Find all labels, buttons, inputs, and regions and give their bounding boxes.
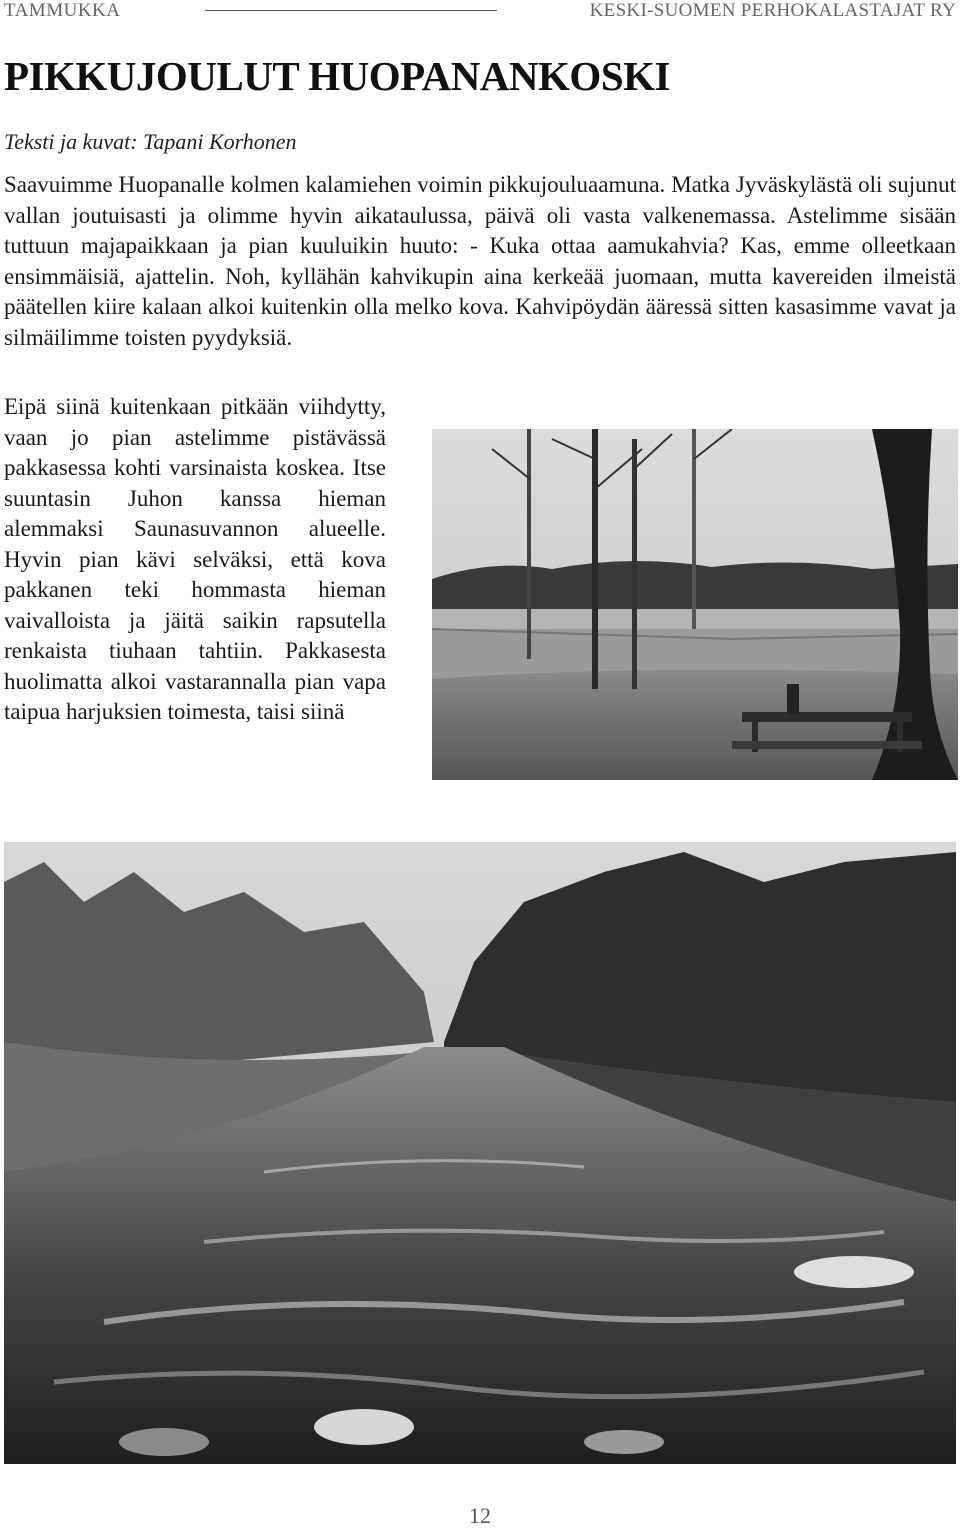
lakeside-photo xyxy=(432,429,958,780)
article-byline: Teksti ja kuvat: Tapani Korhonen xyxy=(4,129,297,154)
header-organization-name: KESKI-SUOMEN PERHOKALASTAJAT RY xyxy=(589,0,956,21)
article-paragraph-2: Eipä siinä kuitenkaan pitkään viihdytty, vaan jo pian astelimme pistävässä pakkasessa kohti varsinaista koskea. Itse suuntasin Juhon kanssa hieman alemmaksi Saunasuvannon alueelle. Hyvin pian kävi selväksi, että kova pakkanen teki hommasta hieman vaivalloista ja jäitä saikin rapsutella renkaista tiuhaan tahtiin. Pakkasesta huolimatta alkoi vastarannalla pian vapa taipua harjuksien toimesta, taisi siinä xyxy=(4,394,386,724)
header-rule xyxy=(205,10,497,11)
header-publication-name: TAMMUKKA xyxy=(4,0,121,21)
river-rapids-photo xyxy=(4,842,956,1464)
article-title: PIKKUJOULUT HUOPANANKOSKI xyxy=(4,53,670,99)
page-number: 12 xyxy=(469,1503,491,1528)
article-paragraph-1: Saavuimme Huopanalle kolmen kalamiehen voimin pikkujouluaamuna. Matka Jyväskylästä oli sujunut vallan joutuisasti ja olimme hyvin aikataulussa, päivä oli vasta valkenemassa. Astelimme sisään tuttuun majapaikkaan ja pian kuuluikin huuto: - Kuka ottaa aamukahvia? Kas, emme olleetkaan ensimmäisiä, ajattelin. Noh, kyllähän kahvikupin aina kerkeää juomaan, mutta kavereiden ilmeistä päätellen kiire kalaan alkoi kuitenkin olla melko kova. Kahvipöydän ääressä sitten kasasimme vavat ja silmäilimme toisten pyydyksiä. xyxy=(4,172,956,350)
